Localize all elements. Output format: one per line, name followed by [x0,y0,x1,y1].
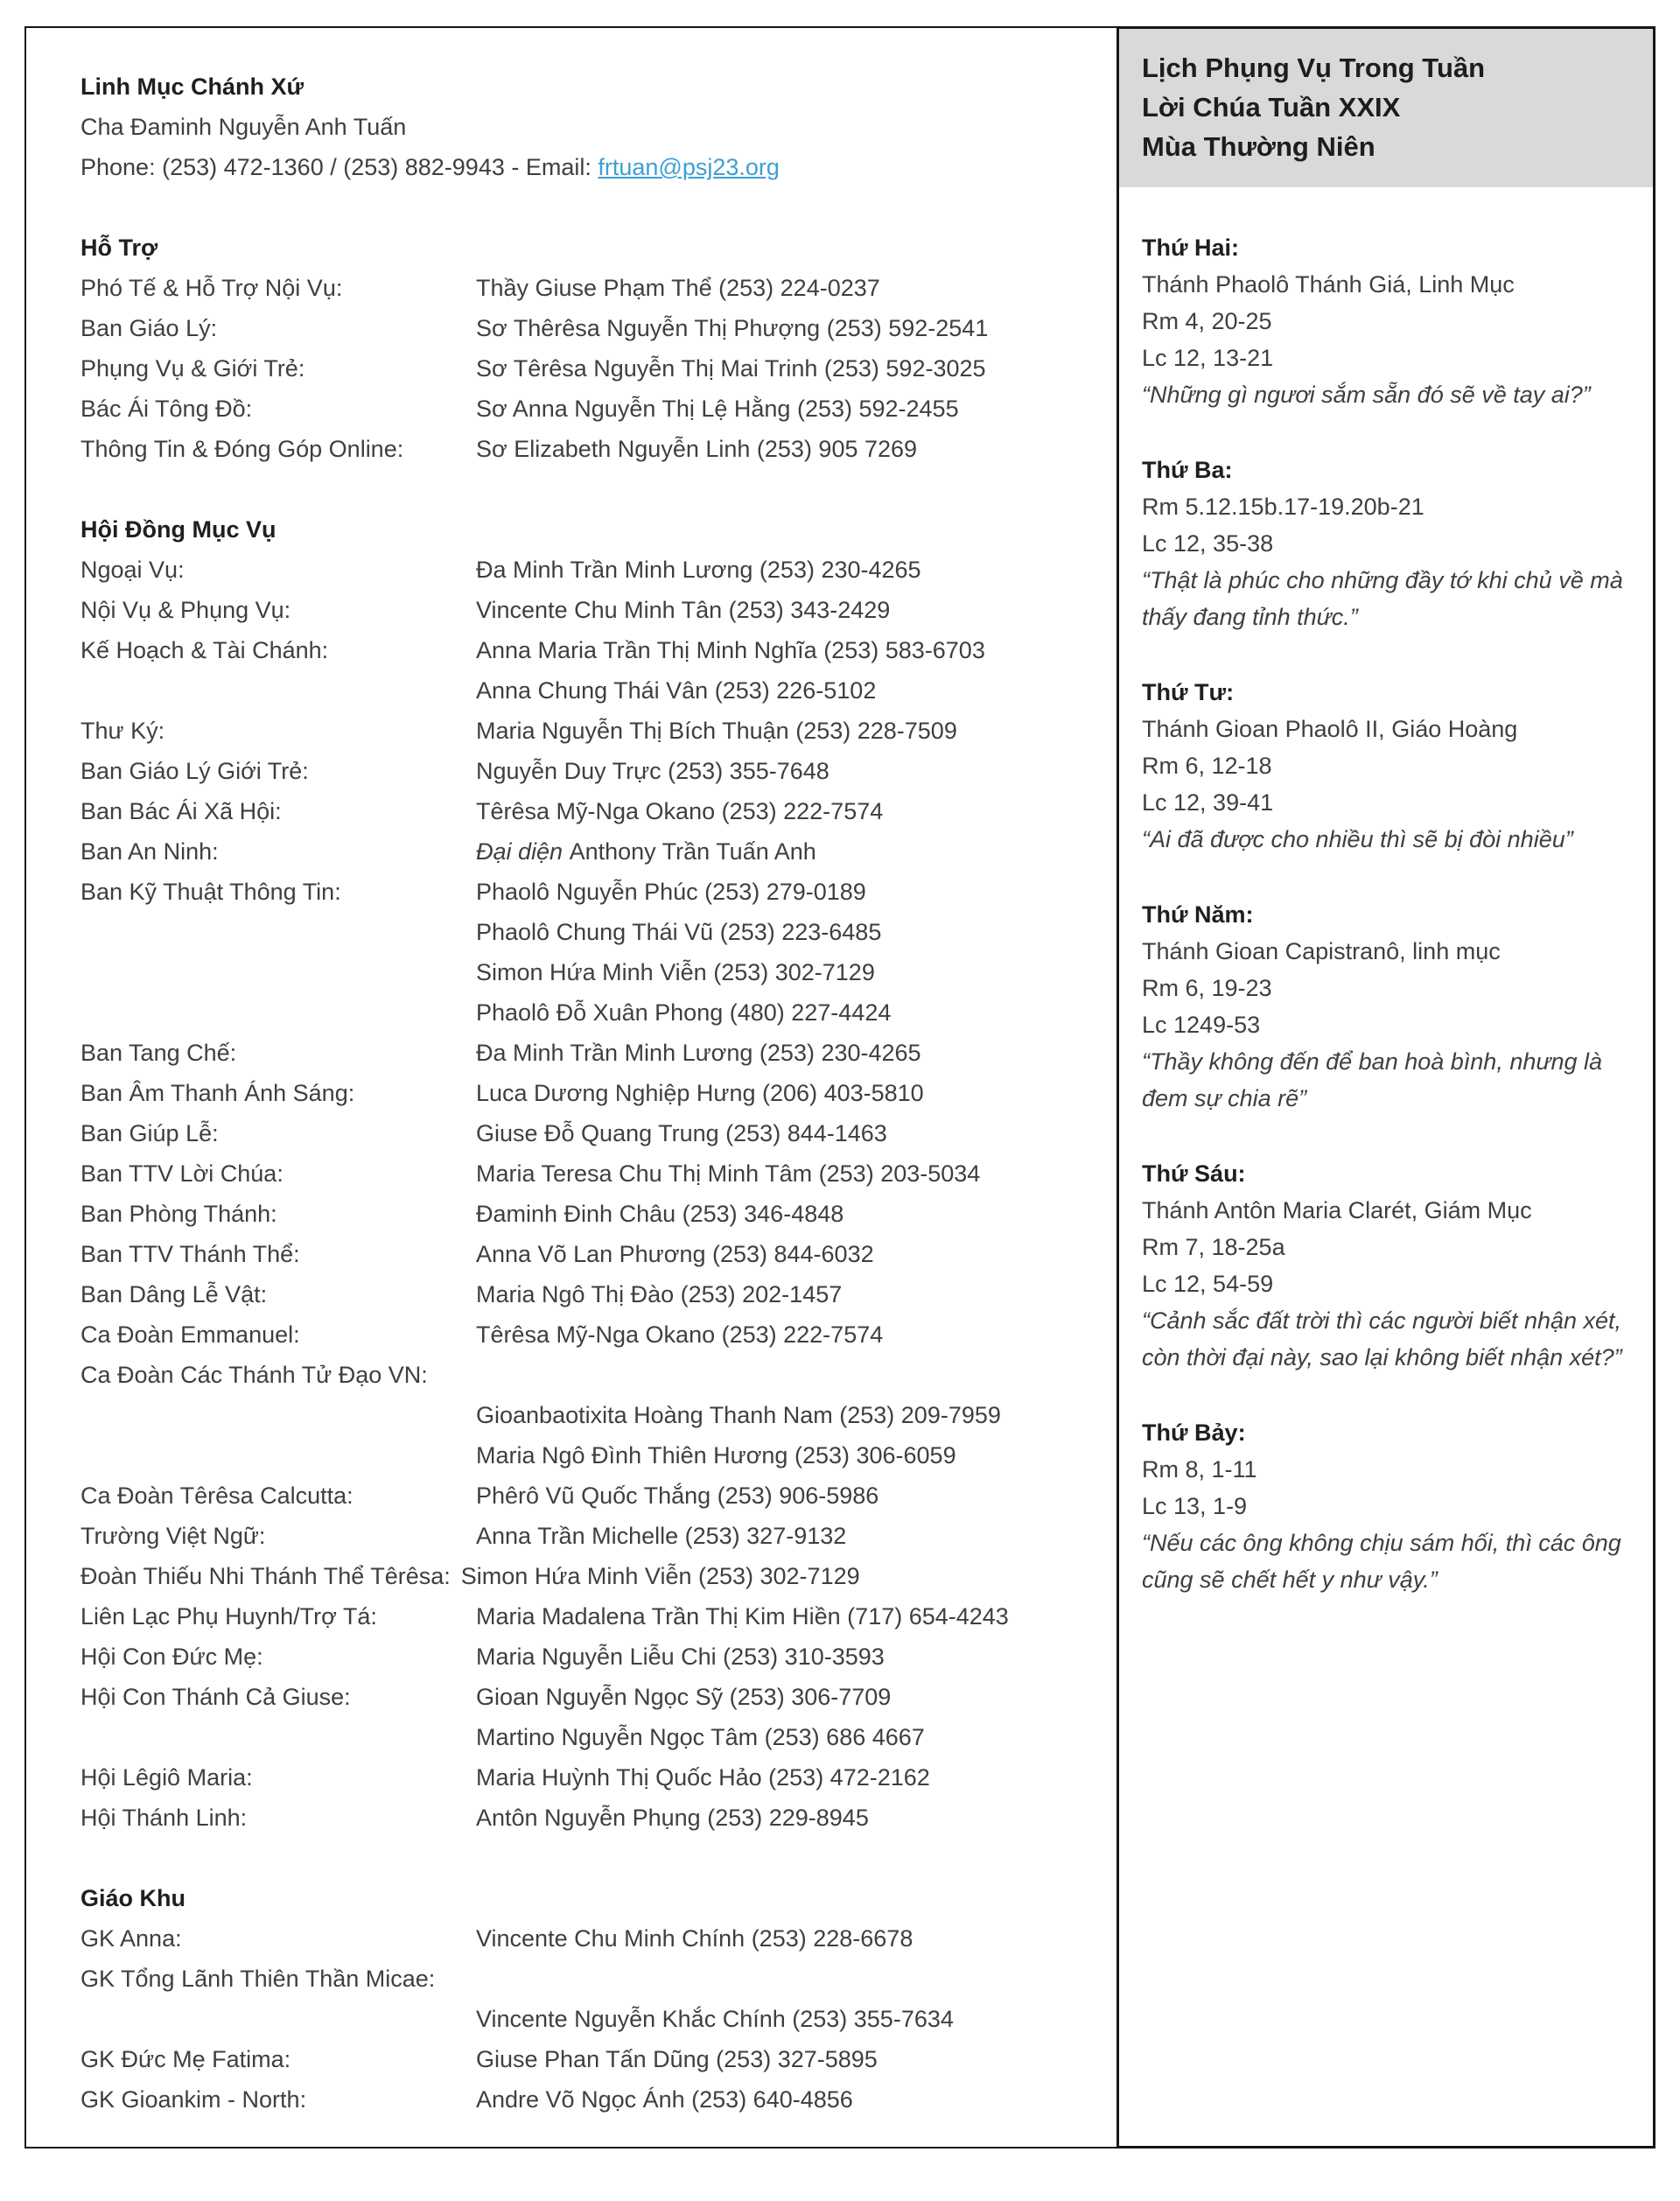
row-value: Anna Maria Trần Thị Minh Nghĩa (253) 583-6703 [476,637,985,663]
row-value: Vincente Nguyễn Khắc Chính (253) 355-7634 [476,2006,954,2032]
row-value: Đa Minh Trần Minh Lương (253) 230-4265 [476,557,921,583]
directory-section [80,1878,1085,2120]
day-heading: Thứ Hai: [1142,235,1240,261]
row-label: Thông Tin & Đóng Góp Online: [80,436,404,462]
scripture-line: Thánh Antôn Maria Clarét, Giám Mục [1142,1197,1532,1223]
scripture-line: Thánh Gioan Phaolô II, Giáo Hoàng [1142,716,1518,742]
directory-row [80,630,1085,670]
scripture-line: Rm 4, 20-25 [1142,308,1272,334]
day-lines [1142,933,1630,1117]
row-value: Nguyễn Duy Trực (253) 355-7648 [476,758,830,784]
row-label: Ban Giáo Lý: [80,315,218,341]
row-label: Ban Giáo Lý Giới Trẻ: [80,758,309,784]
row-value: Andre Võ Ngọc Ánh (253) 640-4856 [476,2086,853,2113]
schedule-day [1142,229,1630,413]
scripture-line: Rm 6, 19-23 [1142,975,1272,1001]
scripture-line: Rm 8, 1-11 [1142,1456,1257,1483]
day-lines [1142,488,1630,635]
directory-row [80,1113,1085,1153]
section-heading: Hỗ Trợ [80,235,158,261]
scripture-line: Rm 7, 18-25a [1142,1234,1285,1260]
directory-row [80,1355,1085,1395]
row-value: Maria Huỳnh Thị Quốc Hảo (253) 472-2162 [476,1764,930,1791]
directory-row [80,1194,1085,1234]
scripture-line: Lc 12, 13-21 [1142,345,1274,371]
pastor-email-link[interactable]: frtuan@psj23.org [598,154,780,180]
directory-row [80,268,1085,308]
row-label: Hội Con Đức Mẹ: [80,1644,263,1670]
scripture-line: Lc 12, 35-38 [1142,530,1274,557]
row-label: Trường Việt Ngữ: [80,1523,266,1549]
scripture-line: Lc 1249-53 [1142,1012,1261,1038]
directory-row [80,1959,1085,1999]
gospel-quote: “Nếu các ông không chịu sám hối, thì các ông cũng sẽ chết hết y như vậy.” [1142,1530,1621,1593]
directory-row [80,308,1085,348]
row-value: Maria Teresa Chu Thị Minh Tâm (253) 203-5034 [476,1160,981,1187]
row-value [445,1959,1085,1999]
directory-row [80,1033,1085,1073]
gospel-quote: “Những gì ngươi sắm sẵn đó sẽ về tay ai?” [1142,382,1591,408]
row-label [80,952,476,992]
directory-row [80,1918,1085,1959]
row-label: Ban Phòng Thánh: [80,1201,277,1227]
schedule-day [1142,452,1630,635]
directory-row [80,1314,1085,1355]
day-lines [1142,266,1630,413]
row-label [80,670,476,711]
row-value: Đại diện Anthony Trần Tuấn Anh [476,838,816,865]
row-value: Sơ Elizabeth Nguyễn Linh (253) 905 7269 [476,436,918,462]
directory-row [80,2039,1085,2079]
gospel-quote: “Cảnh sắc đất trời thì các người biết nhận xét, còn thời đại này, sao lại không biết nhận xét?” [1142,1307,1622,1370]
scripture-line: Thánh Gioan Capistranô, linh mục [1142,938,1501,964]
row-label: Đoàn Thiếu Nhi Thánh Thể Têrêsa: [80,1563,451,1589]
directory-row [80,590,1085,630]
row-value: Anna Trần Michelle (253) 327-9132 [476,1523,847,1549]
row-value: Sơ Thêrêsa Nguyễn Thị Phượng (253) 592-2541 [476,315,989,341]
row-value: Phaolô Nguyễn Phúc (253) 279-0189 [476,879,866,905]
row-value: Maria Nguyễn Thị Bích Thuận (253) 228-7509 [476,718,957,744]
row-label: GK Đức Mẹ Fatima: [80,2046,291,2072]
schedule-day [1142,1414,1630,1598]
scripture-line: Lc 13, 1-9 [1142,1493,1248,1519]
gospel-quote: “Ai đã được cho nhiều thì sẽ bị đòi nhiều” [1142,826,1573,852]
row-label: GK Tổng Lãnh Thiên Thần Micae: [80,1966,436,1992]
directory-row [80,1556,1085,1596]
row-value: Giuse Đỗ Quang Trung (253) 844-1463 [476,1120,887,1146]
gospel-quote: “Thật là phúc cho những đầy tớ khi chủ về mà thấy đang tỉnh thức.” [1142,567,1623,630]
row-value: Phêrô Vũ Quốc Thắng (253) 906-5986 [476,1483,879,1509]
row-value: Gioanbaotixita Hoàng Thanh Nam (253) 209-7959 [476,1402,1001,1428]
row-value: Antôn Nguyễn Phụng (253) 229-8945 [476,1805,869,1831]
row-label: Liên Lạc Phụ Huynh/Trợ Tá: [80,1603,377,1630]
row-label: GK Anna: [80,1925,182,1952]
schedule-title-line-1: Lịch Phụng Vụ Trong Tuần [1142,53,1486,83]
row-label [80,1717,476,1757]
row-value: Thầy Giuse Phạm Thể (253) 224-0237 [476,275,880,301]
schedule-header [1119,29,1653,187]
row-value: Martino Nguyễn Ngọc Tâm (253) 686 4667 [476,1724,925,1750]
directory-row [80,1476,1085,1516]
pastor-heading: Linh Mục Chánh Xứ [80,74,304,100]
row-label [80,992,476,1033]
row-label [80,1999,476,2039]
scripture-line: Rm 6, 12-18 [1142,753,1272,779]
row-label: Ban Bác Ái Xã Hội: [80,798,282,824]
directory-row [80,872,1085,912]
row-label [80,1395,476,1435]
row-value: Maria Ngô Thị Đào (253) 202-1457 [476,1281,843,1307]
row-value [438,1355,1085,1395]
bulletin-page [24,26,1656,2148]
row-value: Têrêsa Mỹ-Nga Okano (253) 222-7574 [476,798,884,824]
directory-row [80,791,1085,831]
gospel-quote: “Thầy không đến để ban hoà bình, nhưng là đem sự chia rẽ” [1142,1048,1603,1111]
row-label: Ca Đoàn Têrêsa Calcutta: [80,1483,354,1509]
row-value: Anna Chung Thái Vân (253) 226-5102 [476,677,877,704]
directory-row [80,912,1085,952]
scripture-line: Rm 5.12.15b.17-19.20b-21 [1142,494,1424,520]
section-heading: Giáo Khu [80,1885,186,1911]
row-value: Đaminh Đinh Châu (253) 346-4848 [476,1201,844,1227]
row-label: Nội Vụ & Phụng Vụ: [80,597,291,623]
row-label: Ca Đoàn Các Thánh Tử Đạo VN: [80,1362,428,1388]
liturgy-schedule-box [1116,26,1656,2148]
day-heading: Thứ Năm: [1142,901,1254,928]
row-label: Hội Lêgiô Maria: [80,1764,253,1791]
row-label: Kế Hoạch & Tài Chánh: [80,637,329,663]
day-lines [1142,1192,1630,1376]
row-value: Vincente Chu Minh Tân (253) 343-2429 [476,597,891,623]
directory-row [80,1153,1085,1194]
row-label: Hội Con Thánh Cả Giuse: [80,1684,351,1710]
directory-row [80,952,1085,992]
directory-row [80,751,1085,791]
schedule-day [1142,1155,1630,1376]
directory-row [80,1435,1085,1476]
directory-row [80,2079,1085,2120]
directory-row [80,348,1085,389]
scripture-line: Lc 12, 54-59 [1142,1271,1274,1297]
row-label: Ban Kỹ Thuật Thông Tin: [80,879,341,905]
directory-row [80,1234,1085,1274]
directory-row [80,1677,1085,1717]
schedule-title-line-2: Lời Chúa Tuần XXIX [1142,92,1401,123]
row-value: Anna Võ Lan Phương (253) 844-6032 [476,1241,874,1267]
scripture-line: Lc 12, 39-41 [1142,789,1274,816]
row-label: GK Gioankim - North: [80,2086,307,2113]
row-label: Ban Giúp Lễ: [80,1120,219,1146]
row-label: Ngoại Vụ: [80,557,185,583]
day-lines [1142,1451,1630,1598]
row-label: Phụng Vụ & Giới Trẻ: [80,355,305,382]
row-value: Sơ Têrêsa Nguyễn Thị Mai Trinh (253) 592-3025 [476,355,986,382]
day-heading: Thứ Ba: [1142,457,1233,483]
schedule-days [1119,187,1653,1598]
schedule-title-line-3: Mùa Thường Niên [1142,131,1376,162]
row-label: Ban TTV Thánh Thể: [80,1241,300,1267]
day-heading: Thứ Sáu: [1142,1160,1246,1187]
pastor-contact [80,147,1085,187]
directory-row [80,1516,1085,1556]
section-rows [80,268,1085,469]
directory-row [80,992,1085,1033]
directory-row [80,1073,1085,1113]
row-label: Bác Ái Tông Đồ: [80,396,253,422]
directory-row [80,1717,1085,1757]
row-label: Ca Đoàn Emmanuel: [80,1321,300,1348]
directory-column [26,28,1102,2120]
directory-row [80,670,1085,711]
row-value: Simon Hứa Minh Viễn (253) 302-7129 [460,1563,860,1589]
row-value: Vincente Chu Minh Chính (253) 228-6678 [476,1925,914,1952]
section-rows [80,550,1085,1838]
day-lines [1142,711,1630,858]
directory-row [80,1395,1085,1435]
row-label: Ban Tang Chế: [80,1040,237,1066]
row-label: Ban An Ninh: [80,838,219,865]
directory-section [80,509,1085,1838]
row-label: Thư Ký: [80,718,165,744]
row-value: Maria Nguyễn Liễu Chi (253) 310-3593 [476,1644,885,1670]
row-value: Gioan Nguyễn Ngọc Sỹ (253) 306-7709 [476,1684,892,1710]
section-heading: Hội Đồng Mục Vụ [80,516,276,543]
section-rows [80,1918,1085,2120]
directory-row [80,831,1085,872]
row-value: Maria Madalena Trần Thị Kim Hiền (717) 654-4243 [476,1603,1009,1630]
row-value: Phaolô Chung Thái Vũ (253) 223-6485 [476,919,882,945]
row-value: Maria Ngô Đình Thiên Hương (253) 306-6059 [476,1442,956,1469]
row-value: Đa Minh Trần Minh Lương (253) 230-4265 [476,1040,921,1066]
row-value: Sơ Anna Nguyễn Thị Lệ Hằng (253) 592-2455 [476,396,959,422]
directory-row [80,389,1085,429]
pastor-contact-text: Phone: (253) 472-1360 / (253) 882-9943 - Email: [80,154,598,180]
row-value: Luca Dương Nghiệp Hưng (206) 403-5810 [476,1080,924,1106]
scripture-line: Thánh Phaolô Thánh Giá, Linh Mục [1142,271,1515,298]
directory-row [80,1637,1085,1677]
pastor-name: Cha Đaminh Nguyễn Anh Tuấn [80,114,407,140]
row-label: Ban TTV Lời Chúa: [80,1160,284,1187]
row-label [80,1435,476,1476]
schedule-day [1142,896,1630,1117]
row-value: Simon Hứa Minh Viễn (253) 302-7129 [476,959,875,985]
row-value: Giuse Phan Tấn Dũng (253) 327-5895 [476,2046,878,2072]
row-label [80,912,476,952]
day-heading: Thứ Tư: [1142,679,1235,705]
directory-row [80,429,1085,469]
row-label: Ban Âm Thanh Ánh Sáng: [80,1080,355,1106]
directory-row [80,1999,1085,2039]
schedule-day [1142,674,1630,858]
directory-section [80,228,1085,469]
day-heading: Thứ Bảy: [1142,1419,1246,1446]
directory-row [80,1798,1085,1838]
pastor-block [80,67,1085,187]
row-label: Hội Thánh Linh: [80,1805,248,1831]
directory-row [80,1596,1085,1637]
directory-row [80,550,1085,590]
directory-row [80,1757,1085,1798]
directory-row [80,711,1085,751]
row-label: Phó Tế & Hỗ Trợ Nội Vụ: [80,275,343,301]
directory-row [80,1274,1085,1314]
directory-sections [80,228,1085,2120]
row-value: Têrêsa Mỹ-Nga Okano (253) 222-7574 [476,1321,884,1348]
row-label: Ban Dâng Lễ Vật: [80,1281,268,1307]
row-value: Phaolô Đỗ Xuân Phong (480) 227-4424 [476,999,892,1026]
